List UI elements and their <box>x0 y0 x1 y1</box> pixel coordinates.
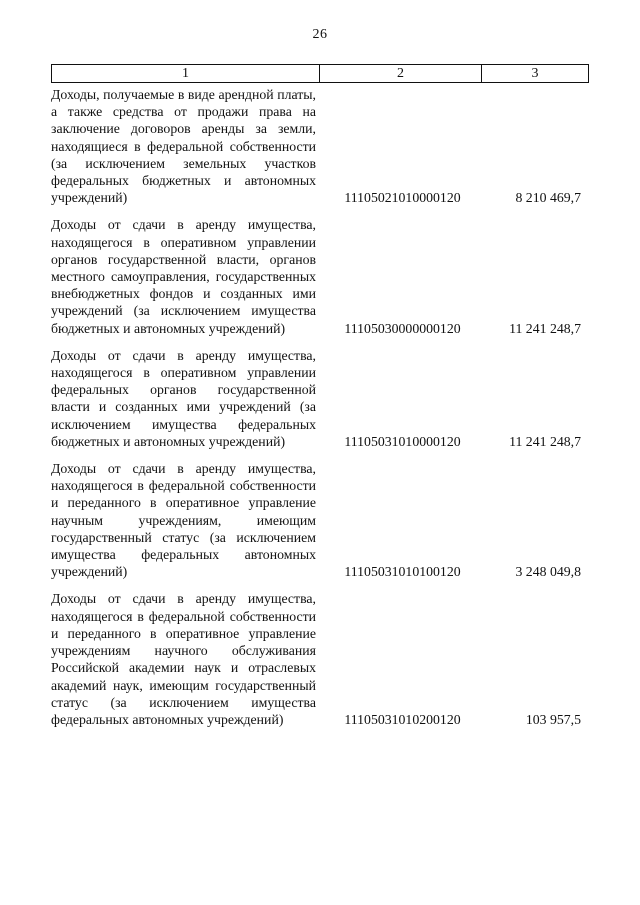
row-amount: 11 241 248,7 <box>509 320 581 336</box>
column-header-description: 1 <box>52 65 320 82</box>
table-row <box>51 590 589 728</box>
column-header-code: 2 <box>320 65 482 82</box>
row-code: 11105031010100120 <box>344 564 461 580</box>
page-number: 26 <box>312 27 328 42</box>
table-row <box>51 86 589 206</box>
row-description: Доходы от сдачи в аренду имущества, находящегося в федеральной собственности и переданного в оперативное управление учреждениям научного обслуживания Российской академии наук и отраслевых академий наук, имеющим государственный статус (за исключением имущества федеральных автономных учреждений) <box>51 591 316 727</box>
row-code: 11105030000000120 <box>344 320 461 336</box>
row-description: Доходы от сдачи в аренду имущества, находящегося в федеральной собственности и переданного в оперативное управление научным учреждениям, имеющим государственный статус (за исключением имущества федеральных автономных учреждений) <box>51 461 316 580</box>
row-code: 11105031010200120 <box>344 711 461 727</box>
row-amount: 11 241 248,7 <box>509 433 581 449</box>
table-row <box>51 216 589 336</box>
row-amount: 3 248 049,8 <box>515 564 581 580</box>
table-row <box>51 460 589 580</box>
row-description: Доходы от сдачи в аренду имущества, находящегося в оперативном управлении федеральных органов государственной власти и созданных ими учреждений (за исключением имущества федеральных бюджетных и автономных учреждений) <box>51 347 316 449</box>
row-description: Доходы, получаемые в виде арендной платы, а также средства от продажи права на заключение договоров аренды за земли, находящиеся в федеральной собственности (за исключением земельных участков федеральных бюджетных и автономных учреждений) <box>51 87 316 206</box>
table-body <box>51 86 589 738</box>
column-header-amount: 3 <box>531 65 539 81</box>
row-description: Доходы от сдачи в аренду имущества, находящегося в оперативном управлении органов государственной власти, органов местного самоуправления, государственных внебюджетных фондов и созданных ими учреждений (за исключением имущества бюджетных и автономных учреждений) <box>51 217 316 336</box>
row-code: 11105031010000120 <box>344 433 461 449</box>
row-amount: 103 957,5 <box>525 711 581 727</box>
row-code: 11105021010000120 <box>344 190 461 206</box>
row-amount: 8 210 469,7 <box>515 190 581 206</box>
table-row <box>51 347 589 450</box>
table-header-row <box>51 64 589 83</box>
